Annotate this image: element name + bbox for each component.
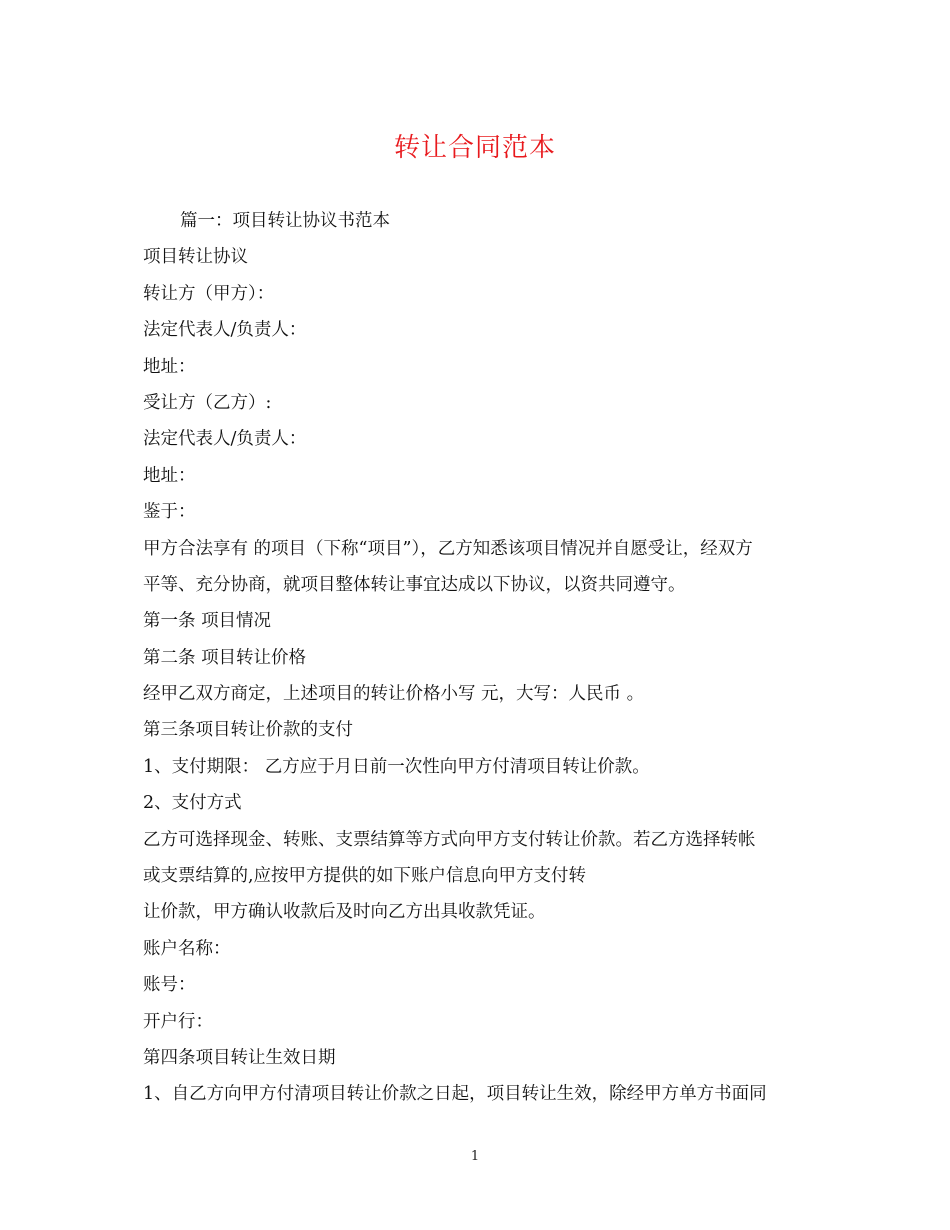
paragraph-line: 或支票结算的,应按甲方提供的如下账户信息向甲方支付转 — [143, 866, 587, 887]
document-body — [143, 203, 813, 1113]
payment-method-heading: 2、支付方式 — [143, 793, 242, 814]
transferee-representative-label: 法定代表人/负责人： — [143, 429, 307, 450]
agreement-heading: 项目转让协议 — [143, 247, 248, 268]
whereas-label: 鉴于： — [143, 502, 196, 523]
transferor-label: 转让方（甲方）： — [143, 283, 275, 304]
transferee-address-label: 地址： — [143, 465, 196, 486]
account-number-label: 账号： — [143, 975, 196, 996]
paragraph-line: 甲方合法享有 的项目（下称“项目”），乙方知悉该项目情况并自愿受让，经双方 — [143, 538, 753, 559]
bank-label: 开户行： — [143, 1011, 213, 1032]
paragraph-line: 平等、充分协商，就项目整体转让事宜达成以下协议，以资共同遵守。 — [143, 574, 686, 595]
transferor-address-label: 地址： — [143, 356, 196, 377]
paragraph-line: 1、自乙方向甲方付清项目转让价款之日起，项目转让生效，除经甲方单方书面同 — [143, 1084, 767, 1105]
document-title: 转让合同范本 — [393, 133, 556, 163]
transferor-representative-label: 法定代表人/负责人： — [143, 320, 307, 341]
page-number: 1 — [470, 1149, 480, 1164]
paragraph-line: 让价款，甲方确认收款后及时向乙方出具收款凭证。 — [143, 902, 546, 923]
account-name-label: 账户名称： — [143, 938, 231, 959]
section-heading-part-one: 篇一：项目转让协议书范本 — [180, 211, 390, 231]
article-two-heading: 第二条 项目转让价格 — [143, 647, 307, 668]
paragraph-line: 乙方可选择现金、转账、支票结算等方式向甲方支付转让价款。若乙方选择转帐 — [143, 829, 756, 850]
article-four-heading: 第四条项目转让生效日期 — [143, 1047, 336, 1068]
paragraph-line: 1、支付期限： 乙方应于月日前一次性向甲方付清项目转让价款。 — [143, 756, 650, 777]
paragraph-line: 经甲乙双方商定，上述项目的转让价格小写 元，大写：人民币 。 — [143, 684, 645, 705]
article-one-heading: 第一条 项目情况 — [143, 611, 272, 632]
transferee-label: 受让方（乙方）: — [143, 392, 272, 413]
article-three-heading: 第三条项目转让价款的支付 — [143, 720, 353, 741]
